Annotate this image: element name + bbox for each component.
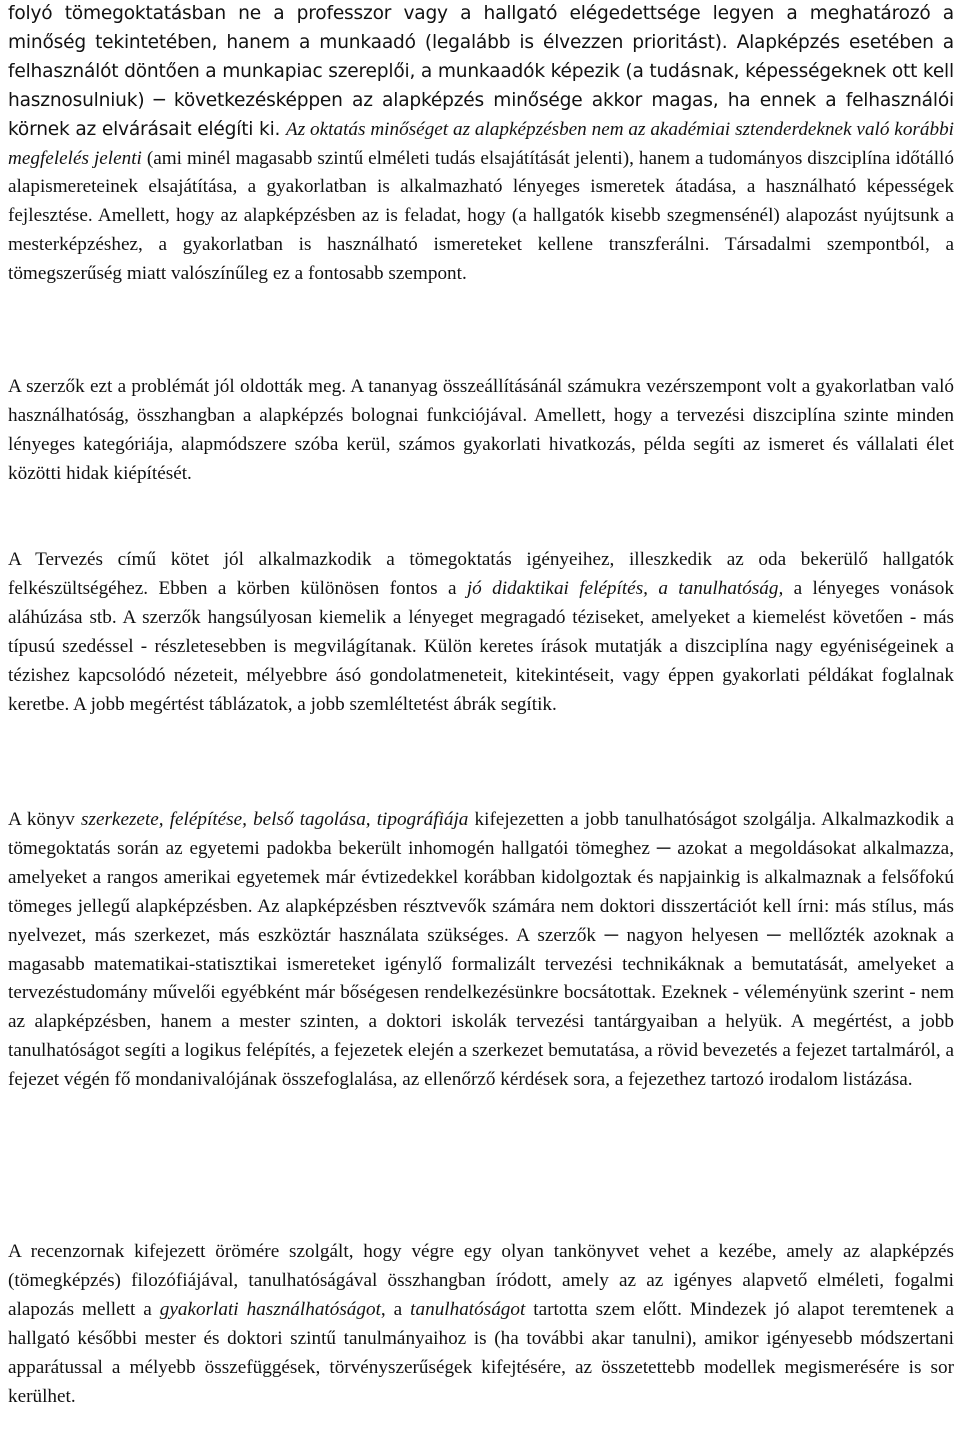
paragraph-3-text-a: A Tervezés című kötet jól alkalmazkodik a tömegoktatás igényeihez, illeszkedik az oda bekerülő hallgatók felkészültségéhez. Ebben a körben különösen fontos a [8,549,954,599]
paragraph-1 [8,0,954,289]
paragraph-4 [8,806,954,1095]
paragraph-4-text-a: A könyv [8,809,82,830]
paragraph-5 [8,1238,954,1411]
paragraph-5-text-a: A recenzornak kifejezett örömére szolgált, hogy végre egy olyan tankönyvet vehet a kezébe, amely az alapképzés (tömegképzés) filozófiájával, tanulhatóságával összhangban íródott, amely az az igényes alapvető elméleti, fogalmi alapozás mellett a [8,1241,954,1320]
paragraph-1-text-a: folyó tömegoktatásban ne a professzor vagy a hallgató elégedettsége legyen a meghatározó a minőség tekintetében, hanem a munkaadó (legalább is élvezzen prioritást). Alapképzés esetében a felhasználót döntően a munkapiac szereplői, a munkaadók képezik (a tudásnak, képességeknek ott kell hasznosulniuk) ─ következésképpen az alapképzés minősége akkor magas, ha ennek a felhasználói körnek az elvárásait elégíti ki. [8,3,954,140]
paragraph-5-emphasis-1: gyakorlati használhatóságot [159,1298,381,1320]
paragraph-1-text-b: (ami minél magasabb szintű elméleti tudás elsajátítását jelenti), hanem a tudományos diszciplína időtálló alapismereteinek elsajátítása, a gyakorlatban is alkalmazható lényeges ismeretek átadása, a használható képességek fejlesztése. Amellett, hogy az alapképzésben az is feladat, hogy (a hallgatók kisebb szegmensénél) alapozást nyújtsunk a mesterképzéshez, a gyakorlatban is használható ismereteket kellene transzferálni. Társadalmi szempontból, a tömegszerűség miatt valószínűleg ez a fontosabb szempont. [8,147,954,285]
paragraph-2-text: A szerzők ezt a problémát jól oldották meg. A tananyag összeállításánál számukra vezérszempont volt a gyakorlatban való használhatóság, összhangban a alapképzés bolognai funkciójával. Amellett, hogy a tervezési diszciplína szinte minden lényeges kategóriája, alapmódszere szóba kerül, számos gyakorlati hivatkozás, példa segíti az ismeret és vállalati élet közötti hidak kiépítését. [8,376,954,484]
paragraph-3 [8,546,954,719]
paragraph-5-text-c: tartotta szem előtt. Mindezek jó alapot teremtenek a hallgató későbbi mester és doktori szintű tanulmányaihoz is (ha további akar tanulni), amikor igényesebb módszertani apparátussal a mélyebb összefüggések, törvényszerűségek kifejtésére, az összetettebb modellek megismerésére is sor kerülhet. [8,1298,954,1407]
paragraph-4-emphasis: szerkezete, felépítése, belső tagolása, tipográfiája [81,809,469,830]
paragraph-1-emphasis: Az oktatás minőséget az alapképzésben nem az akadémiai sztenderdeknek való korábbi megfelelés jelenti [8,118,954,169]
paragraph-5-emphasis-2: tanulhatóságot [410,1298,526,1320]
paragraph-3-emphasis: jó didaktikai felépítés, a tanulhatóság, [466,577,784,599]
paragraph-4-text-b: kifejezetten a jobb tanulhatóságot szolgálja. Alkalmazkodik a tömegoktatás során az egyetemi padokba bekerült inhomogén hallgatói tömeghez ─ azokat a megoldásokat alkalmazza, amelyeket a rangos amerikai egyetemek már évtizedekkel korábban kidolgoztak és napjainkig is alkalmaznak a felsőfokú tömeges jellegű alapképzésben. Az alapképzésben résztvevők számára nem doktori disszertációt kell írni: más stílus, más nyelvezet, más szerkezet, más eszköztár használata szükséges. A szerzők ─ nagyon helyesen ─ mellőzték azoknak a magasabb matematikai-statisztikai ismereteket igénylő formalizált tervezési technikáknak a bemutatását, amelyeket a tervezéstudomány művelői egyébként már bőségesen rendelkezésünkre bocsátottak. Ezeknek - véleményünk szerint - nem az alapképzésben, hanem a mester szinten, a doktori iskolák tervezési tantárgyaiban a helyük. A megértést, a jobb tanulhatóságot segíti a logikus felépítés, a fejezetek elején a szerkezet bemutatása, a rövid bevezetés a fejezet tartalmáról, a fejezet végén fő mondanivalójának összefoglalása, az ellenőrző kérdések sora, a fejezethez tartozó irodalom listázása. [8,809,954,1091]
paragraph-2 [8,373,954,489]
paragraph-3-text-b: a lényeges vonások aláhúzása stb. A szerzők hangsúlyosan kiemelik a lényeget megragadó téziseket, amelyeket a kiemelést követően - más típusú szedéssel - részletesebben is megvilágítanak. Külön keretes írások mutatják a diszciplína nagy egyéniségeinek a tézishez kapcsolódó nézeteit, mélyebbre ásó gondolatmeneteit, kitekintéseit, vagy éppen gyakorlati példákat foglalnak keretbe. A jobb megértést táblázatok, a jobb szemléltetést ábrák segítik. [8,577,954,715]
paragraph-5-text-b: , a [380,1298,411,1320]
